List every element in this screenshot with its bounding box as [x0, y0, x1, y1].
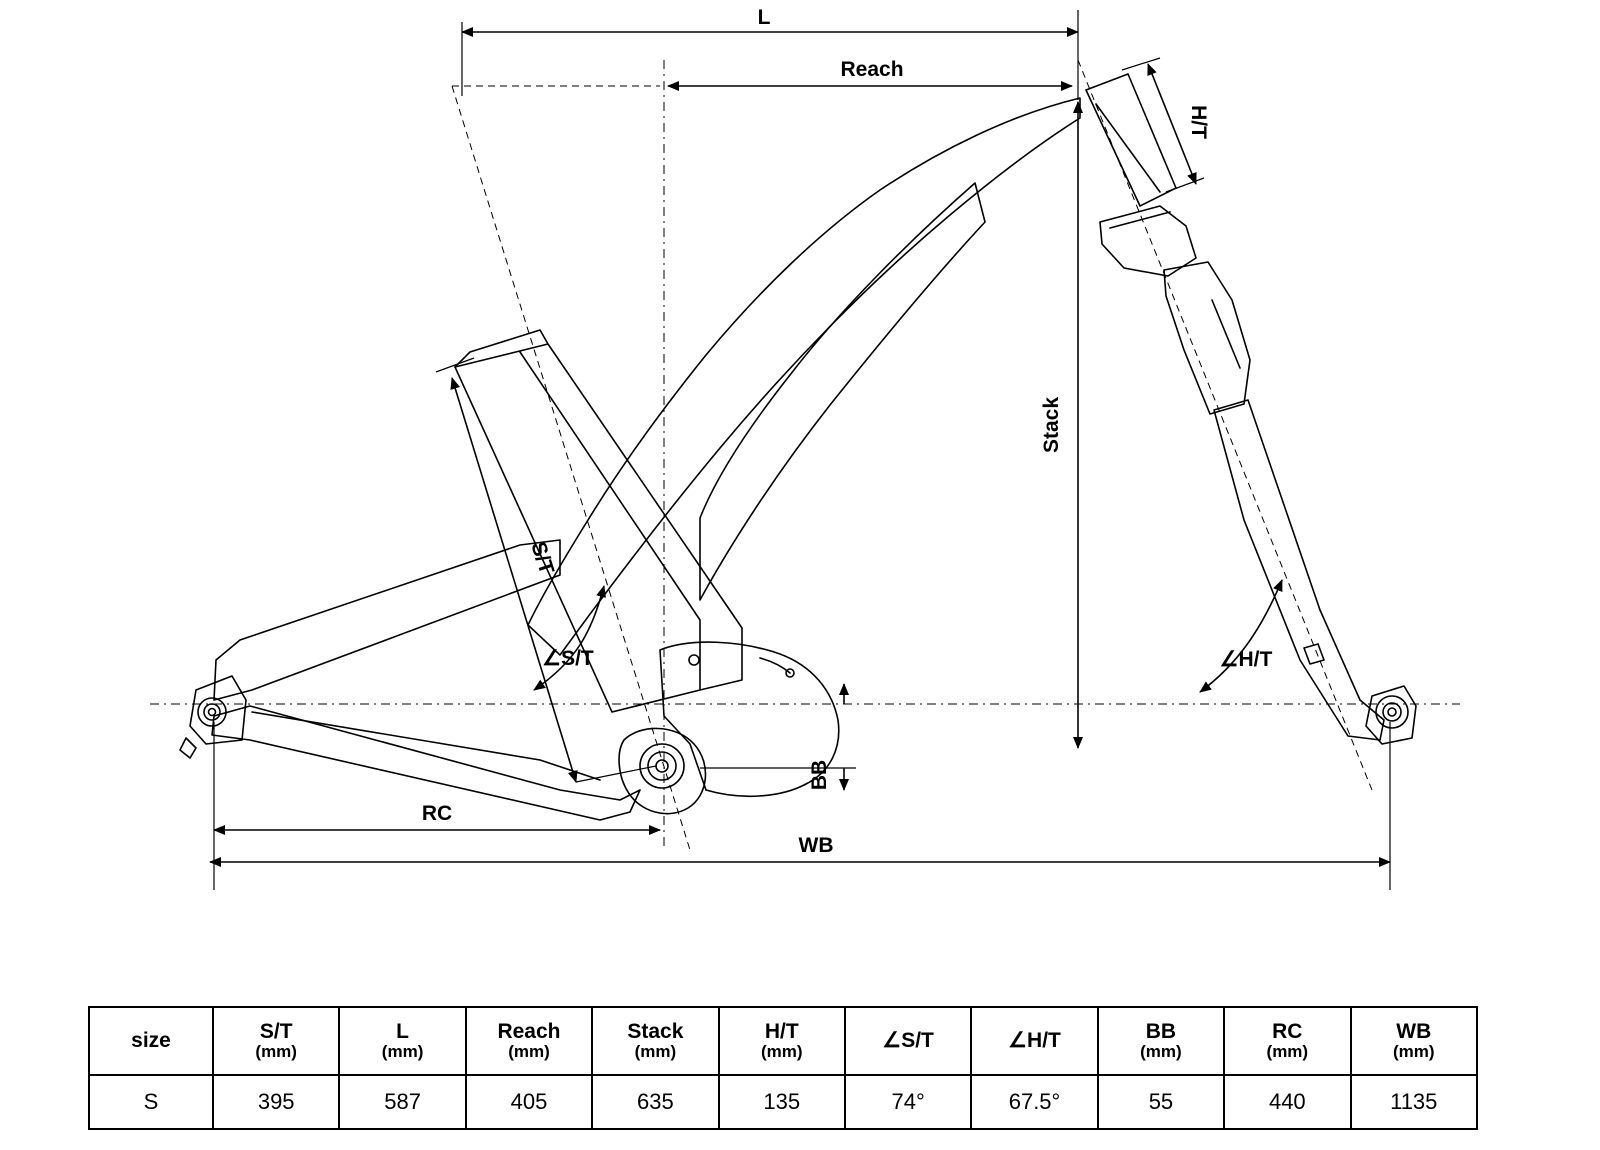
col-st-unit: (mm)	[255, 1042, 297, 1062]
col-l	[339, 1007, 465, 1075]
col-stack-label: Stack	[627, 1020, 684, 1044]
col-st-label: S/T	[259, 1020, 293, 1044]
col-wb-label: WB	[1396, 1020, 1432, 1044]
cell-ht-angle: 67.5°	[971, 1075, 1097, 1129]
label-seat-tube-angle: ∠S/T	[542, 647, 594, 670]
dimension-seat-tube-angle	[534, 586, 604, 690]
cell-ht: 135	[719, 1075, 845, 1129]
cell-st: 395	[213, 1075, 339, 1129]
cell-reach: 405	[466, 1075, 592, 1129]
col-reach-label: Reach	[497, 1020, 561, 1044]
cell-wb: 1135	[1351, 1075, 1477, 1129]
col-ht-unit: (mm)	[760, 1042, 803, 1062]
label-rear-center: RC	[421, 802, 453, 825]
col-wb	[1351, 1007, 1477, 1075]
col-st	[213, 1007, 339, 1075]
geometry-table-wrapper	[88, 1006, 1478, 1130]
col-stack	[592, 1007, 718, 1075]
col-l-label: L	[396, 1020, 409, 1044]
label-reach: Reach	[840, 58, 904, 81]
dimension-head-tube-angle	[1200, 580, 1282, 692]
cell-stack: 635	[592, 1075, 718, 1129]
table-header-row	[89, 1007, 1477, 1075]
col-bb	[1098, 1007, 1224, 1075]
dimension-head-tube	[1122, 58, 1210, 192]
col-rc-unit: (mm)	[1266, 1042, 1309, 1062]
geometry-table	[88, 1006, 1478, 1130]
col-ht	[719, 1007, 845, 1075]
cell-size: S	[89, 1075, 213, 1129]
cell-l: 587	[339, 1075, 465, 1129]
col-bb-label: BB	[1145, 1020, 1177, 1044]
frame-outline	[180, 74, 1416, 820]
label-bb-drop: BB	[808, 759, 831, 791]
col-wb-unit: (mm)	[1392, 1042, 1435, 1062]
cell-bb: 55	[1098, 1075, 1224, 1129]
col-size	[89, 1007, 213, 1075]
label-head-tube: H/T	[1187, 105, 1210, 139]
col-rc-label: RC	[1272, 1020, 1303, 1044]
dimension-wheelbase	[210, 722, 1390, 890]
label-wheelbase: WB	[798, 834, 834, 857]
col-st-angle	[845, 1007, 971, 1075]
col-stack-unit: (mm)	[634, 1042, 677, 1062]
label-seat-tube: S/T	[526, 538, 559, 578]
col-reach-unit: (mm)	[508, 1042, 550, 1062]
col-st-angle-label: ∠S/T	[882, 1028, 934, 1052]
cell-rc: 440	[1224, 1075, 1350, 1129]
cell-st-angle: 74°	[845, 1075, 971, 1129]
dimension-reach	[452, 58, 1072, 86]
label-stack: Stack	[1040, 396, 1063, 454]
center-lines	[150, 60, 1460, 848]
col-l-unit: (mm)	[381, 1042, 424, 1062]
col-size-label: size	[131, 1028, 171, 1052]
col-ht-angle-label: ∠H/T	[1008, 1028, 1061, 1052]
col-ht-angle	[971, 1007, 1097, 1075]
col-bb-unit: (mm)	[1140, 1042, 1182, 1062]
table-row	[89, 1075, 1477, 1129]
col-reach	[466, 1007, 592, 1075]
col-rc	[1224, 1007, 1350, 1075]
dimension-bb-drop	[700, 684, 856, 790]
col-ht-label: H/T	[764, 1020, 799, 1044]
label-length: L	[757, 6, 771, 29]
label-head-tube-angle: ∠H/T	[1219, 648, 1273, 671]
